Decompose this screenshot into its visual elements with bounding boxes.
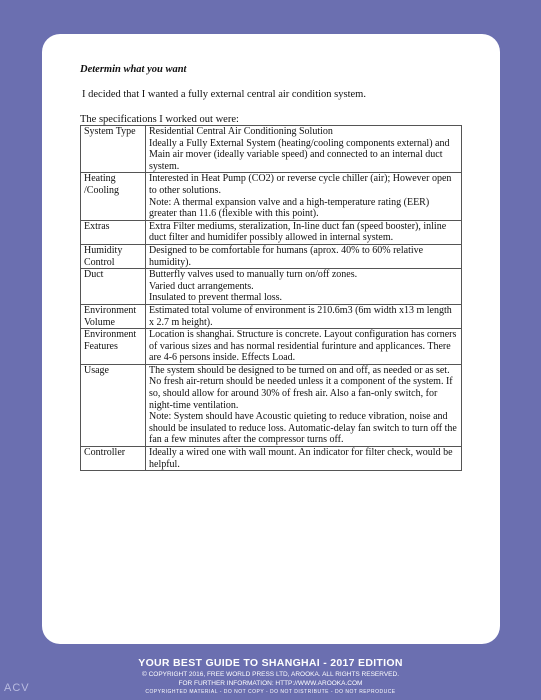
table-row (81, 364, 462, 446)
row-label: Usage (81, 364, 146, 446)
table-row (81, 269, 462, 305)
specifications-intro: The specifications I worked out were: (80, 114, 239, 125)
footer-info: FOR FURTHER INFORMATION: HTTP://WWW.AROOKA.COM (178, 680, 363, 687)
watermark-label: ACV (4, 682, 30, 694)
row-value-line: Extra Filter mediums, steralization, In-line duct fan (speed booster), inline duct filter and humidifer possibly allowed in internal system. (149, 220, 447, 244)
document-page (42, 34, 500, 644)
table-row (81, 173, 462, 220)
row-value (146, 173, 462, 220)
row-label: Duct (81, 269, 146, 305)
footer-warning: COPYRIGHTED MATERIAL - DO NOT COPY - DO NOT DISTRIBUTE - DO NOT REPRODUCE (145, 689, 396, 695)
section-heading: Determin what you want (80, 64, 187, 75)
footer-title: YOUR BEST GUIDE TO SHANGHAI - 2017 EDITION (138, 657, 403, 669)
table-row (81, 220, 462, 244)
row-value-line: Location is shanghai. Structure is concrete. Layout configuration has corners of various sizes and has normal residential furinture and applicances. There are 4-6 persons inside. Effects Load. (149, 329, 457, 364)
row-value (146, 364, 462, 446)
specifications-table-body (81, 126, 462, 471)
row-label: System Type (81, 126, 146, 173)
row-value-line: Insulated to prevent thermal loss. (149, 292, 283, 304)
row-value-line: Note: System should have Acoustic quieting to reduce vibration, noise and should be insulated to reduce loss. Automatic-delay fan switch to turn off the fan a few minutes after the compressor turns off. (149, 411, 457, 446)
row-value-line: The system should be designed to be turned on and off, as needed or as set. No fresh air-return should be needed unless it a component of the system. If so, should allow for around 30% of fresh air. Also a fan-only switch, for night-time ventilation. (149, 364, 453, 411)
row-value-line: Ideally a Fully External System (heating/cooling components external) and Main air mover (ideally variable speed) and connected to an internal duct system. (149, 137, 450, 172)
row-value (146, 329, 462, 365)
row-value-line: Designed to be comfortable for humans (aprox. 40% to 60% relative humidity). (149, 244, 424, 268)
table-row (81, 304, 462, 328)
row-label: Humidity Control (81, 244, 146, 268)
row-label: Environment Volume (81, 304, 146, 328)
row-value (146, 269, 462, 305)
row-label: Environment Features (81, 329, 146, 365)
row-value (146, 126, 462, 173)
table-row (81, 329, 462, 365)
specifications-table (80, 125, 462, 471)
row-value-line: Estimated total volume of environment is 210.6m3 (6m width x13 m length x 2.7 m height). (149, 304, 452, 328)
table-row (81, 126, 462, 173)
row-value-line: Interested in Heat Pump (CO2) or reverse cycle chiller (air); However open to other solutions. (149, 173, 452, 196)
row-value-line: Ideally a wired one with wall mount. An indicator for filter check, would be helpful. (149, 447, 453, 470)
row-value (146, 447, 462, 471)
table-row (81, 244, 462, 268)
intro-paragraph: I decided that I wanted a fully external central air condition system. (82, 89, 366, 100)
row-value (146, 220, 462, 244)
row-value-line: Note: A thermal expansion valve and a high-temperature rating (EER) greater than 11.6 (flexible with this point). (149, 196, 430, 220)
row-value (146, 244, 462, 268)
row-value-line: Butterfly valves used to manually turn on/off zones. (149, 269, 358, 281)
row-value (146, 304, 462, 328)
row-value-line: Varied duct arrangements. (149, 280, 254, 292)
row-label: Extras (81, 220, 146, 244)
row-label: Heating /Cooling (81, 173, 146, 220)
table-row (81, 447, 462, 471)
row-label: Controller (81, 447, 146, 471)
row-value-line: Residential Central Air Conditioning Solution (149, 126, 333, 137)
footer-copyright: © COPYRIGHT 2016, FREE WORLD PRESS LTD, AROOKA. ALL RIGHTS RESERVED. (141, 671, 400, 678)
